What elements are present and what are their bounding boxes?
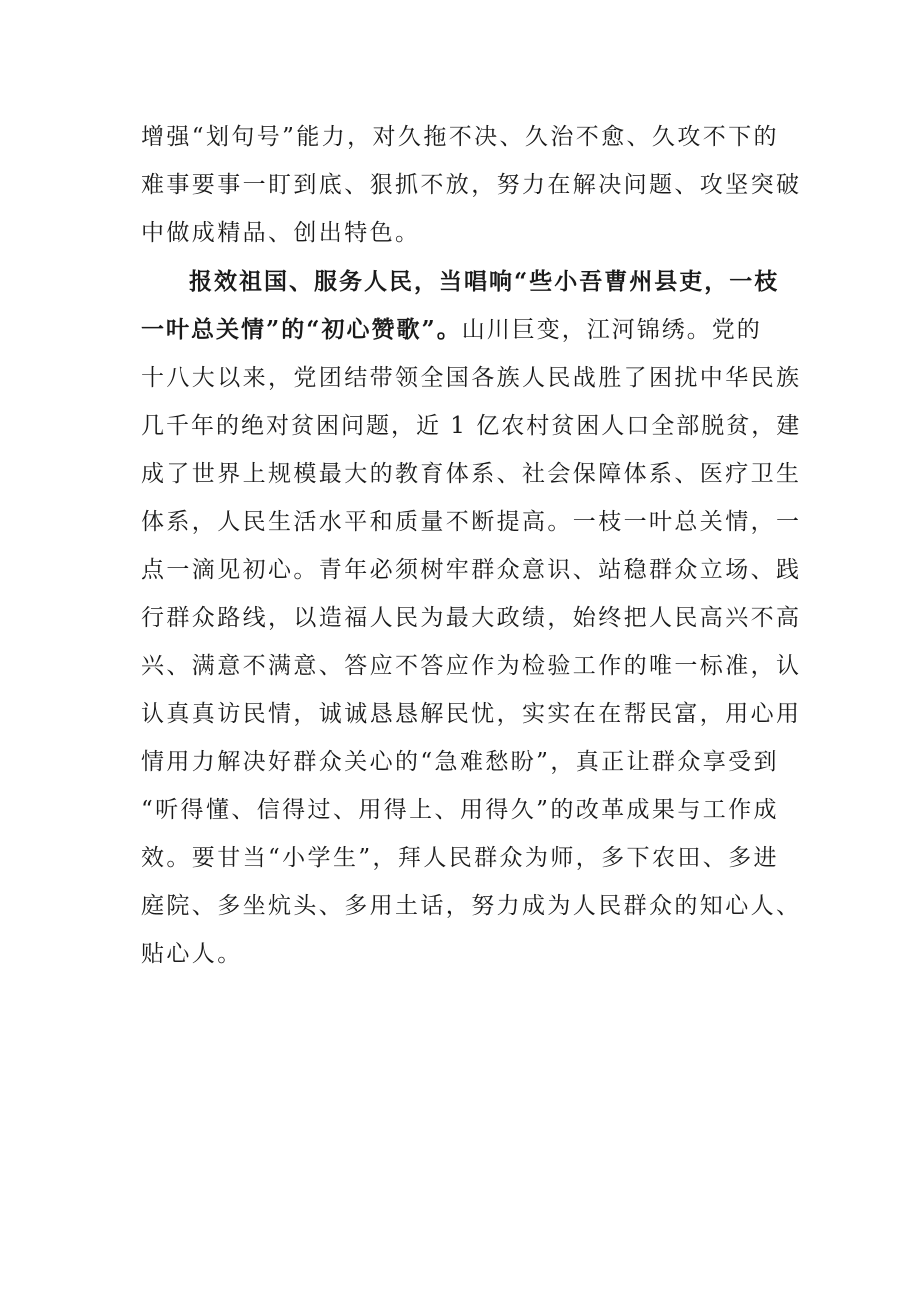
text-line: 行群众路线，以造福人民为最大政绩，始终把人民高兴不高 bbox=[141, 605, 802, 631]
text-line: 成了世界上规模最大的教育体系、社会保障体系、医疗卫生 bbox=[141, 461, 802, 487]
text-line: 贴心人。 bbox=[141, 941, 243, 967]
paragraph-2 bbox=[141, 258, 801, 978]
text-line: 增强“划句号”能力，对久拖不决、久治不愈、久攻不下的 bbox=[141, 124, 779, 150]
text-line: “听得懂、信得过、用得上、用得久”的改革成果与工作成 bbox=[141, 797, 779, 823]
text-line: 几千年的绝对贫困问题，近 1 亿农村贫困人口全部脱贫，建 bbox=[141, 413, 802, 439]
text-line: 难事要事一盯到底、狠抓不放，努力在解决问题、攻坚突破 bbox=[141, 172, 802, 198]
text-line: 点一滴见初心。青年必须树牢群众意识、站稳群众立场、践 bbox=[141, 557, 802, 583]
paragraph-1 bbox=[141, 113, 801, 257]
text-line: 十八大以来，党团结带领全国各族人民战胜了困扰中华民族 bbox=[141, 365, 802, 391]
text-line: 中做成精品、创出特色。 bbox=[141, 220, 421, 246]
text-line: 体系，人民生活水平和质量不断提高。一枝一叶总关情，一 bbox=[141, 509, 802, 535]
paragraph-heading-end: 一叶总关情”的“初心赞歌”。 bbox=[141, 316, 462, 343]
mixed-line bbox=[141, 306, 801, 354]
text-line: 效。要甘当“小学生”，拜人民群众为师，多下农田、多进 bbox=[141, 845, 779, 871]
body-text: 山川巨变，江河锦绣。党的 bbox=[461, 317, 762, 343]
text-line: 兴、满意不满意、答应不答应作为检验工作的唯一标准，认 bbox=[141, 653, 802, 679]
text-line: 认真真访民情，诚诚恳恳解民忧，实实在在帮民富，用心用 bbox=[141, 701, 802, 727]
text-line: 情用力解决好群众关心的“急难愁盼”，真正让群众享受到 bbox=[141, 749, 779, 775]
text-line: 庭院、多坐炕头、多用土话，努力成为人民群众的知心人、 bbox=[141, 893, 802, 919]
paragraph-heading-line: 报效祖国、服务人民，当唱响“些小吾曹州县吏，一枝 bbox=[189, 268, 780, 295]
